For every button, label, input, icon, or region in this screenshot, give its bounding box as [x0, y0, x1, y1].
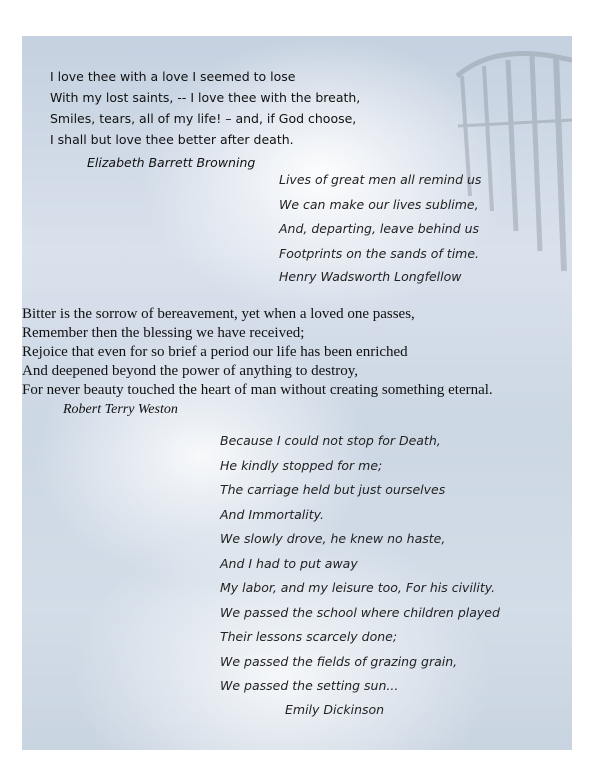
dickinson-poem: [220, 429, 500, 699]
dickinson-author: Emily Dickinson: [285, 702, 385, 717]
poem-line: Because I could not stop for Death,: [220, 433, 441, 448]
browning-poem: [50, 66, 360, 150]
poem-line: And Immortality.: [220, 506, 325, 522]
poem-line: Bitter is the sorrow of bereavement, yet when a loved one passes,: [22, 306, 415, 322]
poem-line: We passed the fields of grazing grain,: [220, 653, 458, 669]
poem-line: We slowly drove, he knew no haste,: [220, 531, 446, 546]
weston-author: Robert Terry Weston: [63, 402, 178, 417]
longfellow-author: Henry Wadsworth Longfellow: [279, 269, 462, 284]
poem-line: He kindly stopped for me;: [220, 457, 383, 473]
poem-line: Smiles, tears, all of my life! – and, if God choose,: [50, 111, 357, 126]
poem-line: With my lost saints, -- I love thee with the breath,: [50, 90, 361, 105]
poem-line: We can make our lives sublime,: [279, 196, 479, 212]
longfellow-poem: [279, 168, 481, 266]
poem-line: We passed the school where children played: [220, 604, 500, 620]
poem-line: Their lessons scarcely done;: [220, 629, 398, 644]
poem-line: For never beauty touched the heart of man without creating something eternal.: [22, 382, 493, 398]
poem-line: We passed the setting sun...: [220, 678, 399, 693]
poem-line: Remember then the blessing we have received;: [22, 325, 305, 341]
poem-line: And, departing, leave behind us: [279, 221, 480, 236]
poem-line: The carriage held but just ourselves: [220, 482, 446, 497]
poem-line: And deepened beyond the power of anything to destroy,: [22, 363, 359, 379]
poem-line: Lives of great men all remind us: [279, 172, 482, 187]
poem-line: Footprints on the sands of time.: [279, 245, 480, 261]
poem-line: I love thee with a love I seemed to lose: [50, 69, 296, 84]
memorial-page: [22, 36, 572, 750]
poem-line: And I had to put away: [220, 555, 358, 571]
weston-poem: [22, 305, 493, 400]
poem-line: My labor, and my leisure too, For his civility.: [220, 580, 496, 595]
browning-author: Elizabeth Barrett Browning: [87, 155, 256, 170]
poem-line: I shall but love thee better after death.: [50, 132, 294, 147]
poem-line: Rejoice that even for so brief a period our life has been enriched: [22, 344, 408, 360]
